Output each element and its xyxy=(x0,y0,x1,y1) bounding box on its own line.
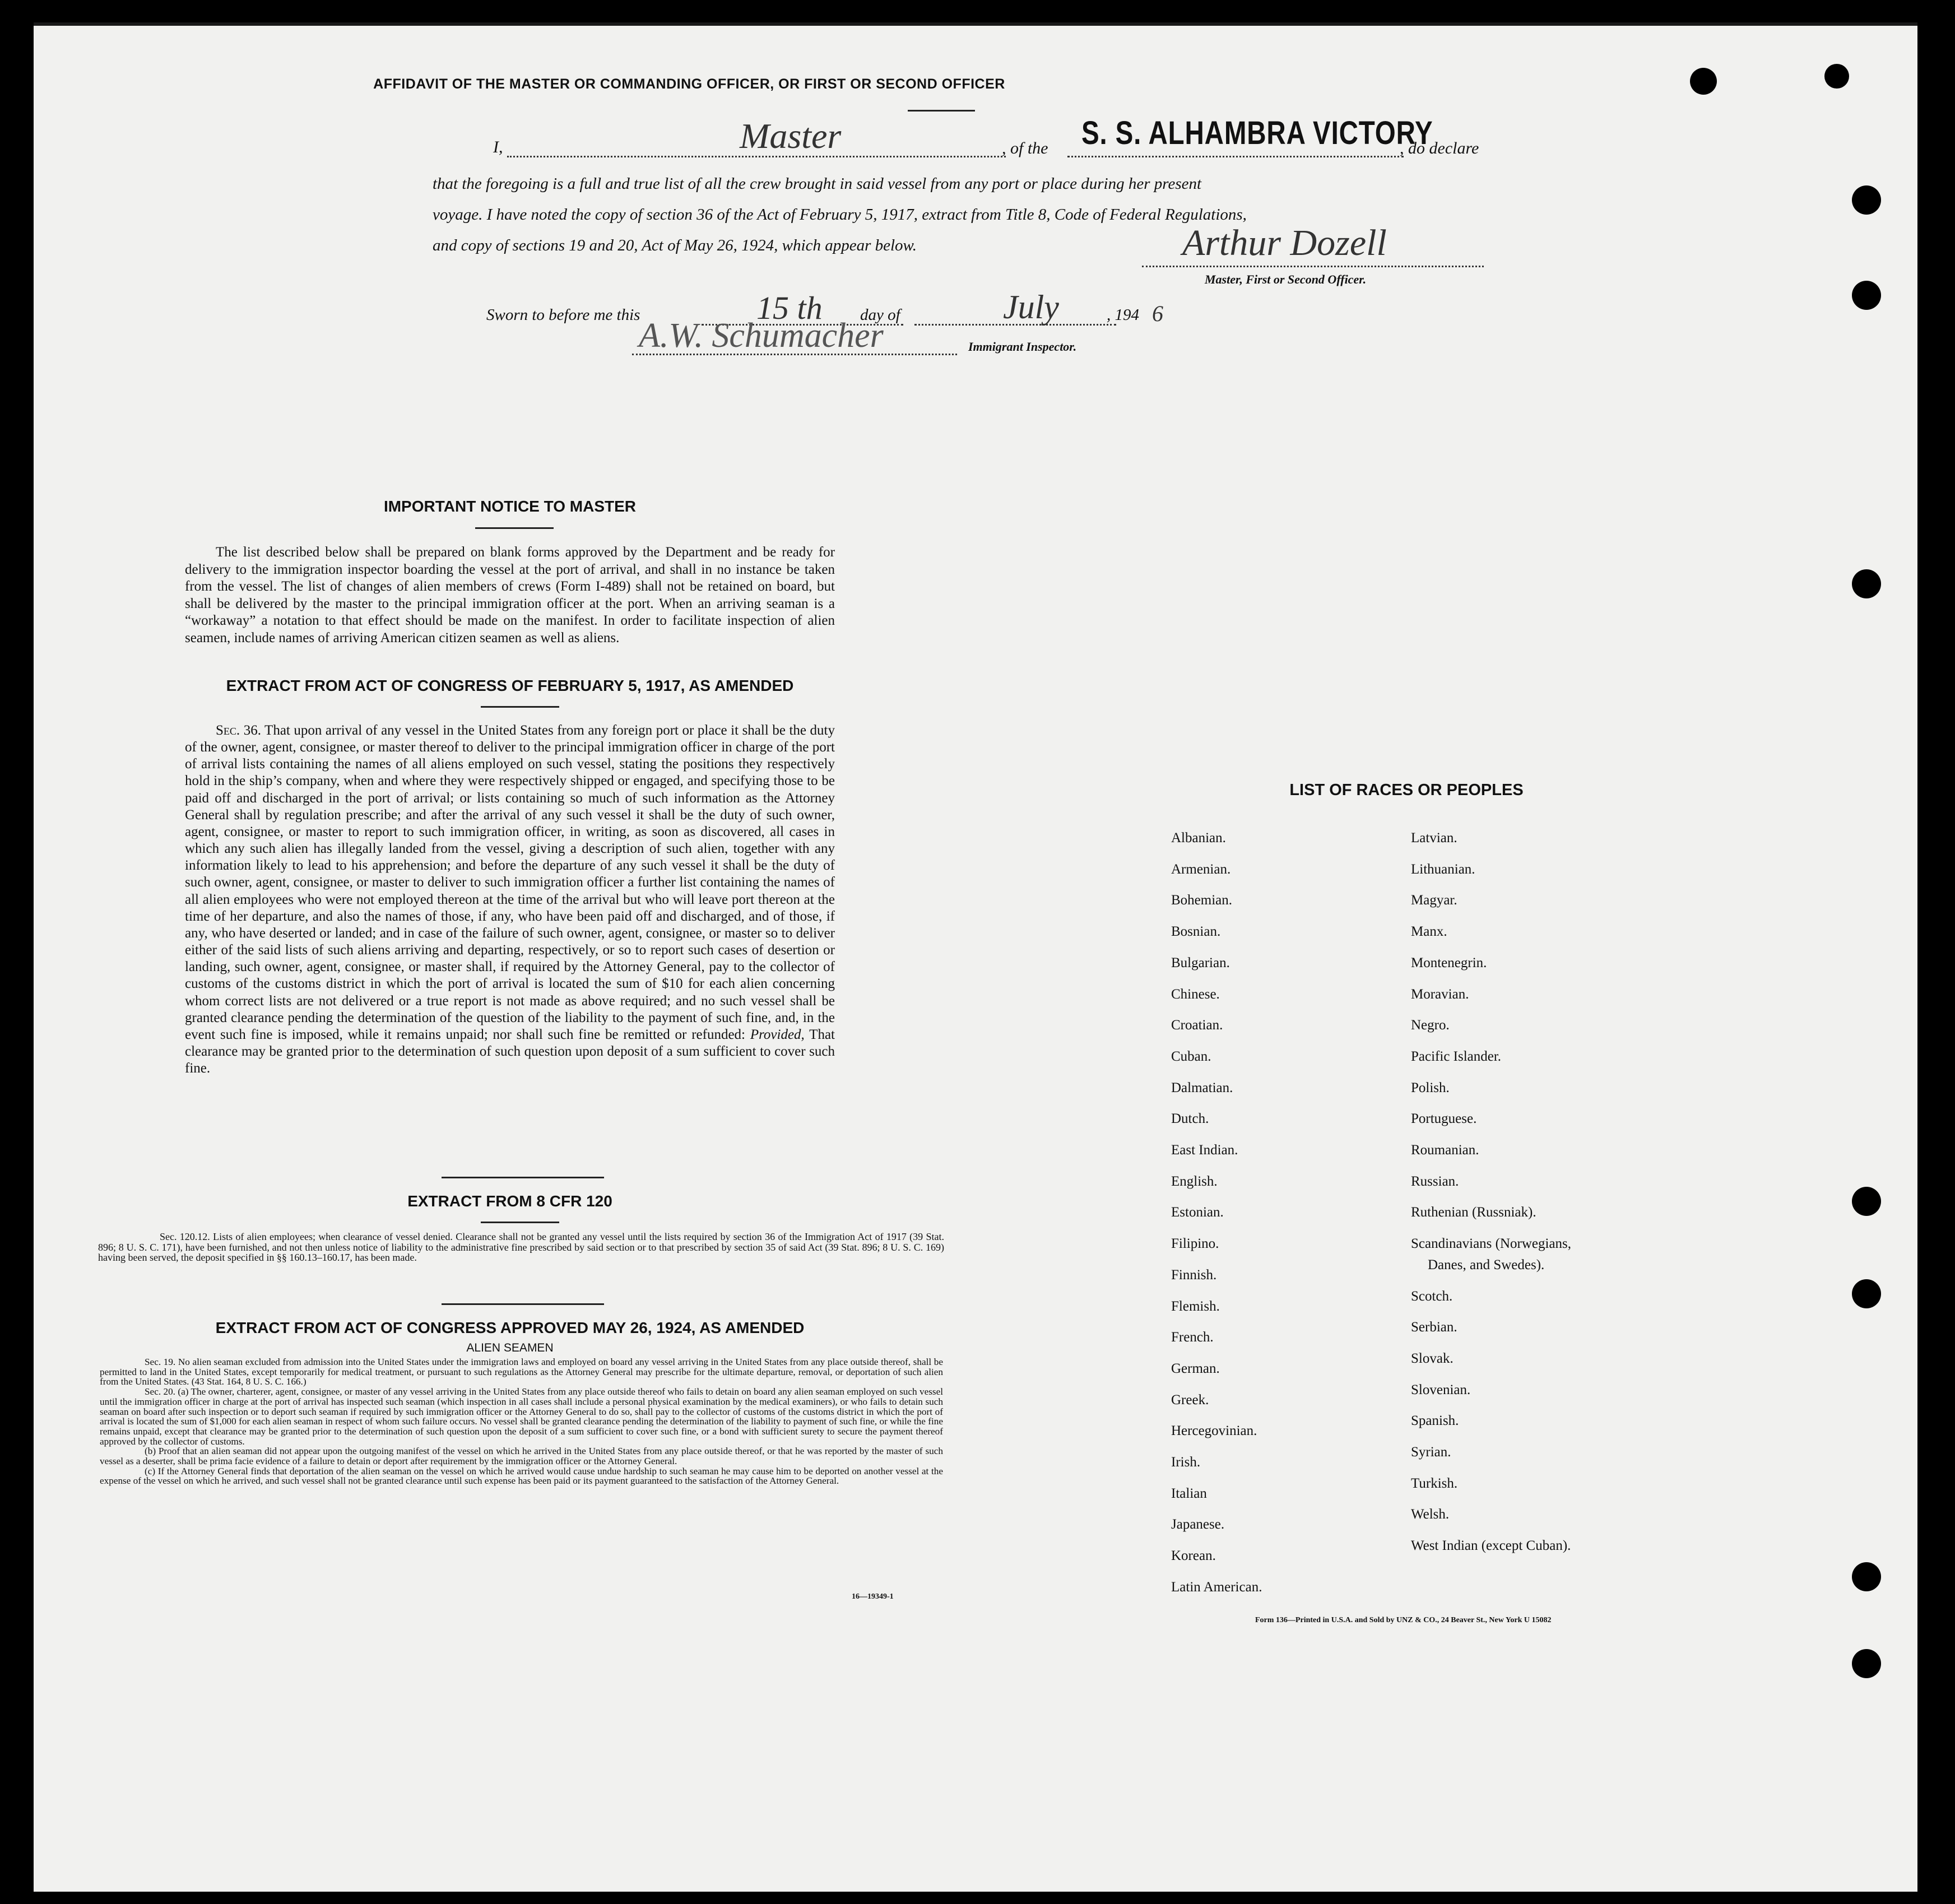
race-item: Estonian. xyxy=(1171,1205,1224,1220)
race-item: Welsh. xyxy=(1411,1507,1450,1522)
proviso-label: Provided, xyxy=(750,1027,805,1042)
race-item: Lithuanian. xyxy=(1411,861,1475,877)
divider xyxy=(442,1177,604,1178)
race-item: Irish. xyxy=(1171,1455,1201,1470)
race-item: Negro. xyxy=(1411,1018,1450,1033)
vessel-name: S. S. ALHAMBRA VICTORY xyxy=(1081,115,1433,151)
race-item: Scotch. xyxy=(1411,1288,1453,1304)
master-signature-line xyxy=(1142,266,1484,267)
extract-1917-heading: EXTRACT FROM ACT OF CONGRESS OF FEBRUARY 5, 1917, AS AMENDED xyxy=(226,677,794,694)
proviso-text: That clearance may be granted prior to the determination of such question upon deposit of a sum sufficient to cover such fine. xyxy=(185,1027,835,1076)
race-item: Bohemian. xyxy=(1171,893,1233,908)
race-item: Syrian. xyxy=(1411,1445,1451,1460)
extract-1924-heading: EXTRACT FROM ACT OF CONGRESS APPROVED MAY 26, 1924, AS AMENDED xyxy=(215,1319,805,1336)
race-item: German. xyxy=(1171,1360,1220,1376)
race-item: Bosnian. xyxy=(1171,924,1221,940)
divider xyxy=(481,1222,559,1223)
inspector-label: Immigrant Inspector. xyxy=(968,340,1077,354)
of-the-label: , of the xyxy=(1002,139,1048,157)
race-item: Latin American. xyxy=(1171,1579,1262,1595)
races-right-column xyxy=(1411,823,1571,1562)
races-heading: LIST OF RACES OR PEOPLES xyxy=(1289,781,1524,799)
sec20a-text: Sec. 20. (a) The owner, charterer, agent, consignee, or master of any vessel arriving in the United States from any place outside thereof who fails to detain on board any alien seaman employed on such vessel until the immigration officer in charge at the port of arrival has inspected such seaman (which inspection in all cases shall include a personal physical examination by the medical examiners), or who fails to detain such seaman on board after such inspection or to deport such seaman if required by such immigration officer or the Attorney General to do so, shall pay to the collector of customs of the customs district in which the port of arrival is located the sum of $1,000 for each alien seaman in respect of whom such failure occurs. No vessel shall be granted clearance pending the determination of the liability to payment of such fine, or while the fine remains unpaid, except that clearance may be granted prior to the determination of such question upon the deposit of a sum sufficient to cover such fine, or a bond with sufficient surety to secure the payment thereof approved by the collector of customs. xyxy=(100,1386,943,1447)
manifest-page xyxy=(34,22,1917,1892)
race-item: Portuguese. xyxy=(1411,1111,1477,1127)
master-signature-label: Master, First or Second Officer. xyxy=(1205,272,1367,286)
race-item: East Indian. xyxy=(1171,1143,1238,1158)
divider xyxy=(481,706,559,708)
affidavit-body-line: voyage. I have noted the copy of section 36 of the Act of February 5, 1917, extract from Title 8, Code of Federal Regulations, xyxy=(433,206,1247,224)
sworn-year-prefix: , 194 xyxy=(1107,306,1139,324)
punch-hole xyxy=(1852,1187,1881,1216)
race-item: Croatian. xyxy=(1171,1018,1223,1033)
punch-hole xyxy=(1852,185,1881,215)
divider xyxy=(908,110,975,112)
day-of-label: day of xyxy=(860,306,900,324)
race-item: Danes, and Swedes). xyxy=(1428,1257,1545,1273)
race-item: Italian xyxy=(1171,1485,1207,1501)
race-item: Finnish. xyxy=(1171,1267,1217,1283)
punch-hole xyxy=(1824,64,1849,89)
master-signature: Arthur Dozell xyxy=(1182,222,1387,263)
race-item: Spanish. xyxy=(1411,1413,1459,1429)
extract-cfr-text: Sec. 120.12. Lists of alien employees; when clearance of vessel denied. Clearance shall not be granted any vessel until the lists required by section 36 of the Immigration Act of 1917 (39 Stat. 896; 8 U. S. C. 171), have been furnished, and not then unless notice of liability to the administrative fine prescribed by said section or to that prescribed by section 35 of said Act (39 Stat. 896; 8 U. S. C. 169) having been served, the deposit specified in §§ 160.13–160.17, has been made. xyxy=(98,1231,944,1263)
race-item: Russian. xyxy=(1411,1173,1459,1189)
race-item: Flemish. xyxy=(1171,1298,1220,1314)
extract-1924-text xyxy=(100,1357,943,1486)
extract-1924-subheading: ALIEN SEAMEN xyxy=(466,1341,554,1354)
section-body: That upon arrival of any vessel in the United States from any foreign port or place it shall be the duty of the owner, agent, consignee, or master thereof to deliver to the principal immigration officer in charge of the port of arrival lists containing the names of all aliens employed on such vessel, stating the positions they respectively hold in the ship’s company, when and where they were respectively shipped or engaged, and specifying those to be paid off and discharged in the port of arrival; or lists containing so much of such information as the Attorney General shall by regulation prescribe; and after the arrival of any such vessel it shall be the duty of such owner, agent, consignee, or master to report to such immigration officer, in writing, as soon as discovered, all cases in which any such alien has illegally landed from the vessel, giving a description of such alien, together with any information likely to lead to his apprehension; and before the departure of any such vessel it shall be the duty of such owner, agent, consignee, or master to deliver to such immigration officer a further list containing the names of all alien employees who were not employed thereon at the time of the arrival but who will leave port thereon at the time of her departure, and also the names of those, if any, who have been paid off and discharged, and of those, if any, who have deserted or landed; and in case of the failure of such owner, agent, consignee, or master so to deliver either of the said lists of such aliens arriving and departing, respectively, or so to report such cases of desertion or landing, such owner, agent, consignee, or master shall, if required by the Attorney General, pay to the collector of customs of the customs district in which the port of arrival is located the sum of $10 for each alien concerning whom correct lists are not delivered or a true report is not made as above required; and no such vessel shall be granted clearance pending the determination of the question of the liability to the payment of such fine, and, in the event such fine is imposed, while it remains unpaid; nor shall such fine be remitted or refunded: xyxy=(185,723,835,1042)
race-item: Hercegovinian. xyxy=(1171,1423,1257,1439)
races-left-column xyxy=(1171,823,1262,1603)
extract-cfr-heading: EXTRACT FROM 8 CFR 120 xyxy=(407,1192,612,1210)
race-item: Slovenian. xyxy=(1411,1382,1471,1397)
race-item: Japanese. xyxy=(1171,1517,1225,1533)
race-item: Dutch. xyxy=(1171,1111,1209,1127)
punch-hole xyxy=(1852,1279,1881,1308)
punch-hole xyxy=(1852,569,1881,598)
notice-text: The list described below shall be prepared on blank forms approved by the Department and be ready for delivery to the immigration inspector boarding the vessel at the port of arrival, and shall in no instance be taken from the vessel. The list of changes of alien members of crews (Form I-489) shall not be retained on board, but shall be delivered by the master to the principal immigration officer at the port. When an arriving seaman is a “workaway” a notation to that effect should be made on the manifest. In order to facilitate inspection of alien seamen, include names of arriving American citizen seamen as well as aliens. xyxy=(185,545,835,645)
race-item: French. xyxy=(1171,1330,1214,1345)
inspector-signature: A.W. Schumacher xyxy=(639,317,884,355)
sworn-month: July xyxy=(1003,289,1059,326)
sworn-day: 15 th xyxy=(756,290,823,326)
race-item: Ruthenian (Russniak). xyxy=(1411,1205,1536,1220)
race-item: Armenian. xyxy=(1171,861,1231,877)
race-item: Serbian. xyxy=(1411,1320,1457,1335)
sworn-year-digit: 6 xyxy=(1152,301,1163,326)
race-item: Scandinavians (Norwegians, xyxy=(1411,1236,1572,1252)
race-item: Chinese. xyxy=(1171,986,1220,1002)
race-item: Polish. xyxy=(1411,1080,1450,1095)
race-item: Turkish. xyxy=(1411,1475,1458,1491)
punch-hole xyxy=(1852,1649,1881,1678)
punch-hole xyxy=(1852,1562,1881,1591)
race-item: Slovak. xyxy=(1411,1350,1454,1366)
race-item: Albanian. xyxy=(1171,830,1226,846)
race-item: Dalmatian. xyxy=(1171,1080,1233,1095)
sec20c-text: (c) If the Attorney General finds that deportation of the alien seaman on the vessel on which he arrived would cause undue hardship to such seaman he may cause him to be deported on another vessel at the expense of the vessel on which he arrived, and such vessel shall not be granted clearance until such expense has been paid or its payment guaranteed to the satisfaction of the Attorney General. xyxy=(100,1465,943,1487)
race-item: Montenegrin. xyxy=(1411,955,1487,970)
race-item: Latvian. xyxy=(1411,830,1457,846)
race-item: English. xyxy=(1171,1173,1218,1189)
printer-imprint: Form 136—Printed in U.S.A. and Sold by UNZ & CO., 24 Beaver St., New York U 15082 xyxy=(1255,1616,1552,1624)
affidavit-body-line: that the foregoing is a full and true list of all the crew brought in said vessel from any port or place during her present xyxy=(433,175,1202,193)
punch-hole xyxy=(1690,68,1717,95)
sec19-text: Sec. 19. No alien seaman excluded from admission into the United States under the immigration laws and employed on board any vessel arriving in the United States from any place outside thereof, shall be permitted to land in the United States, except temporarily for medical treatment, or pursuant to such regulations as the Attorney General may prescribe for the ultimate departure, removal, or deportation of such alien from the United States. (43 Stat. 164, 8 U. S. C. 166.) xyxy=(100,1357,943,1387)
race-item: Magyar. xyxy=(1411,893,1457,908)
officer-handwritten: Master xyxy=(740,116,842,156)
race-item: Filipino. xyxy=(1171,1236,1219,1252)
form-code: 16—19349-1 xyxy=(852,1592,894,1601)
divider xyxy=(442,1303,604,1305)
affidavit-body-line: and copy of sections 19 and 20, Act of May 26, 1924, which appear below. xyxy=(433,236,917,254)
race-item: Korean. xyxy=(1171,1548,1216,1564)
sec20b-text: (b) Proof that an alien seaman did not appear upon the outgoing manifest of the vessel on which he arrived in the United States from any place outside thereof, or that he was reported by the master of such vessel as a deserter, shall be prima facie evidence of a failure to detain or deport after requirement by the immigration officer or the Attorney General. xyxy=(100,1446,943,1467)
intro-prefix: I, xyxy=(493,138,503,156)
race-item: Moravian. xyxy=(1411,986,1469,1002)
sworn-prefix: Sworn to before me this xyxy=(486,306,640,324)
race-item: Cuban. xyxy=(1171,1048,1211,1064)
extract-1917-text xyxy=(185,722,835,1077)
punch-hole xyxy=(1852,281,1881,310)
race-item: Greek. xyxy=(1171,1392,1209,1408)
affidavit-title: AFFIDAVIT OF THE MASTER OR COMMANDING OFFICER, OR FIRST OR SECOND OFFICER xyxy=(373,76,1005,92)
divider xyxy=(475,527,554,529)
race-item: Bulgarian. xyxy=(1171,955,1230,970)
race-item: West Indian (except Cuban). xyxy=(1411,1538,1571,1554)
vessel-fill-line xyxy=(1067,156,1404,157)
affidavit-body xyxy=(433,169,1247,261)
race-item: Roumanian. xyxy=(1411,1143,1479,1158)
declare-suffix: , do declare xyxy=(1400,139,1479,157)
notice-heading: IMPORTANT NOTICE TO MASTER xyxy=(383,498,637,515)
section-label: Sec. 36. xyxy=(216,723,261,738)
race-item: Pacific Islander. xyxy=(1411,1048,1502,1064)
race-item: Manx. xyxy=(1411,924,1447,940)
